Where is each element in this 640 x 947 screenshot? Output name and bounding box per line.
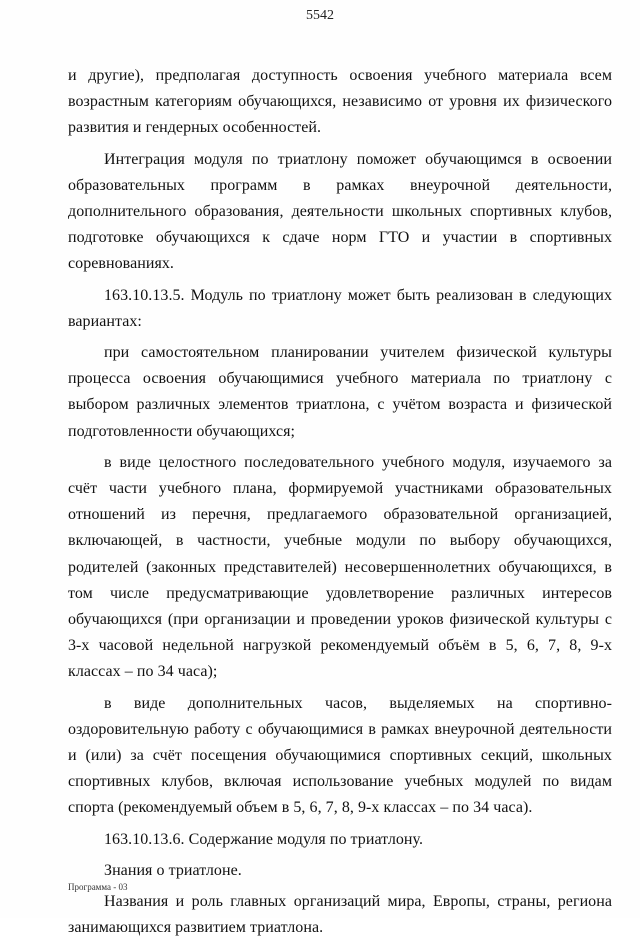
page-number: 5542 (306, 8, 334, 23)
list-paragraph: в виде дополнительных часов, выделяемых на спортивно-оздоровительную работу с обучающимися в рамках внеурочной деятельности и (или) за счёт посещения обучающимися спортивных секций, школьных спортивных клубов, включая использование учебных модулей по видам спорта (рекомендуемый объем в 5, 6, 7, 8, 9-х классах – по 34 часа). (68, 694, 612, 817)
list-paragraph: в виде целостного последовательного учебного модуля, изучаемого за счёт части учебного плана, формируемой участниками образовательных отношений из перечня, предлагаемого образовательной организацией, включающей, в частности, учебные модули по выбору обучающихся, родителей (законных представителей) несовершеннолетних обучающихся, в том числе предусматривающие удовлетворение различных интересов обучающихся (при организации и проведении уроков физической культуры с 3-х часовой недельной нагрузкой рекомендуемый объём в 5, 6, 7, 8, 9-х классах – по 34 часа); (68, 453, 612, 681)
paragraph: Интеграция модуля по триатлону поможет обучающимся в освоении образовательных программ в рамках внеурочной деятельности, дополнительного образования, деятельности школьных спортивных клубов, подготовке обучающихся к сдаче норм ГТО и участии в спортивных соревнованиях. (68, 150, 612, 273)
subheading-paragraph: Знания о триатлоне. (104, 861, 242, 879)
paragraph: и другие), предполагая доступность освоения учебного материала всем возрастным категориям обучающихся, независимо от уровня их физического развития и гендерных особенностей. (68, 67, 612, 137)
list-paragraph: при самостоятельном планировании учителем физической культуры процесса освоения обучающимися учебного материала по триатлону с выбором различных элементов триатлона, с учётом возраста и физической подготовленности обучающихся; (68, 344, 612, 440)
paragraph: Названия и роль главных организаций мира, Европы, страны, региона занимающихся развитием триатлона. (68, 893, 612, 937)
footer-label: Программа - 03 (68, 882, 128, 892)
section-heading-paragraph: 163.10.13.6. Содержание модуля по триатлону. (104, 830, 424, 848)
body-text (68, 63, 612, 947)
section-heading-paragraph: 163.10.13.5. Модуль по триатлону может быть реализован в следующих вариантах: (68, 286, 612, 330)
